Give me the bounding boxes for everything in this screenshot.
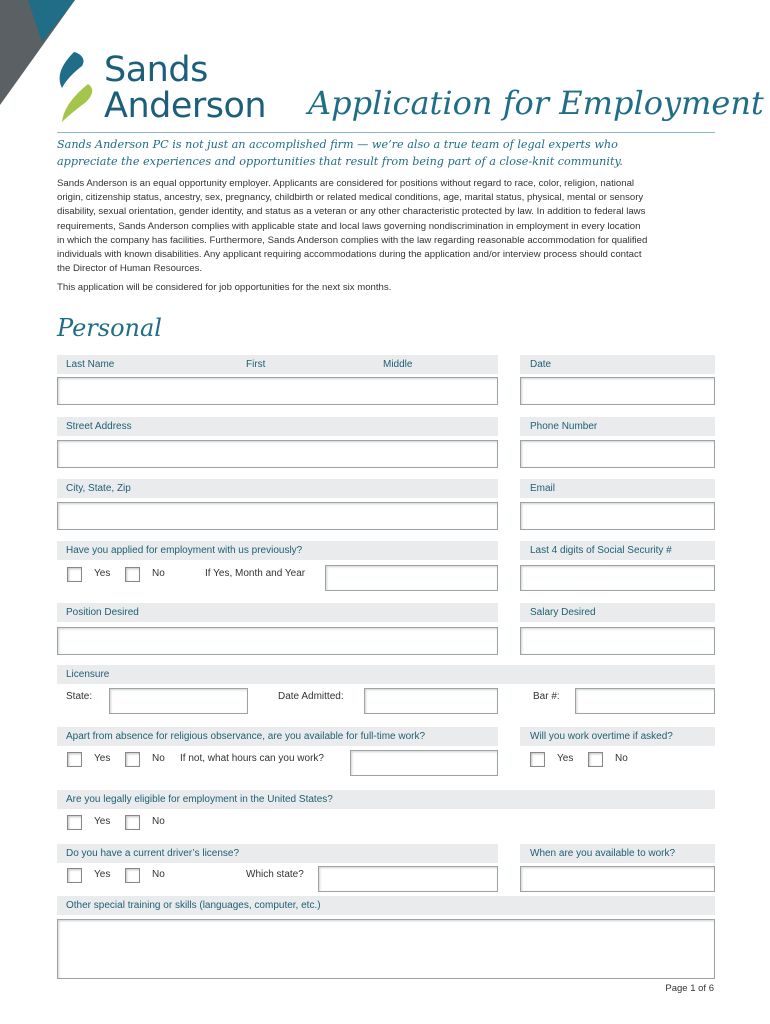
other-training-label: Other special training or skills (languages, computer, etc.) xyxy=(66,900,321,911)
full-time-no-checkbox[interactable] xyxy=(125,752,140,767)
yes-label: Yes xyxy=(94,568,111,579)
intro-paragraph xyxy=(57,177,717,276)
position-desired-label: Position Desired xyxy=(66,607,139,618)
position-desired-input[interactable] xyxy=(57,627,498,655)
name-input[interactable] xyxy=(57,377,498,405)
overtime-no-checkbox[interactable] xyxy=(588,752,603,767)
licensure-label: Licensure xyxy=(66,669,110,680)
license-state-input[interactable] xyxy=(318,866,498,892)
intro-line: origin, citizenship status, ancestry, sex, pregnancy, childbirth or related medical conditions, age, marital status, physical, mental or sensory xyxy=(57,192,644,204)
full-time-yes-checkbox[interactable] xyxy=(67,752,82,767)
phone-number-label: Phone Number xyxy=(530,421,598,432)
licensure-state-input[interactable] xyxy=(109,688,248,714)
bar-number-label: Bar #: xyxy=(533,691,560,702)
title-rule xyxy=(57,132,715,133)
date-admitted-input[interactable] xyxy=(364,688,498,714)
intro-line: the Director of Human Resources. xyxy=(57,263,203,275)
no-label: No xyxy=(152,816,165,827)
intro-line: Sands Anderson is an equal opportunity employer. Applicants are considered for positions without regard to race, color, religion, national xyxy=(57,178,635,189)
email-input[interactable] xyxy=(520,502,715,530)
ssn-last4-input[interactable] xyxy=(520,565,715,591)
applied-no-checkbox[interactable] xyxy=(125,567,140,582)
eligible-no-checkbox[interactable] xyxy=(125,815,140,830)
street-address-input[interactable] xyxy=(57,440,498,468)
last-name-label: Last Name xyxy=(66,359,115,370)
intro-line: requirements, Sands Anderson complies with applicable state and local laws governing nondiscrimination in employment in every location xyxy=(57,220,641,232)
city-state-zip-input[interactable] xyxy=(57,502,498,530)
other-training-textarea[interactable] xyxy=(57,919,715,979)
hours-input[interactable] xyxy=(350,750,498,776)
eligible-yes-checkbox[interactable] xyxy=(67,815,82,830)
no-label: No xyxy=(615,753,628,764)
middle-name-label: Middle xyxy=(383,359,413,370)
yes-label: Yes xyxy=(94,816,111,827)
no-label: No xyxy=(152,753,165,764)
page-number: Page 1 of 6 xyxy=(665,983,714,994)
tagline-line: Sands Anderson PC is not just an accomplished firm — we’re also a true team of legal experts who xyxy=(57,138,618,151)
license-yes-checkbox[interactable] xyxy=(67,868,82,883)
which-state-label: Which state? xyxy=(246,869,304,880)
email-label: Email xyxy=(530,483,556,494)
applied-previously-label: Have you applied for employment with us previously? xyxy=(66,545,303,556)
validity-note: This application will be considered for job opportunities for the next six months. xyxy=(57,282,392,293)
applied-yes-checkbox[interactable] xyxy=(67,567,82,582)
overtime-yes-checkbox[interactable] xyxy=(530,752,545,767)
logo-mark-icon xyxy=(52,50,102,126)
license-no-checkbox[interactable] xyxy=(125,868,140,883)
first-name-label: First xyxy=(246,359,266,370)
intro-line: individuals with known disabilities. Any applicant requiring accommodations during the application and/or interview process should contact xyxy=(57,249,642,261)
legally-eligible-label: Are you legally eligible for employment in the United States? xyxy=(66,794,333,805)
full-time-label: Apart from absence for religious observance, are you available for full-time work? xyxy=(66,731,426,742)
label-band xyxy=(57,665,715,684)
available-when-input[interactable] xyxy=(520,866,715,892)
intro-line: in which the company has facilities. Furthermore, Sands Anderson complies with the law regarding reasonable accommodation for qualified xyxy=(57,234,648,246)
date-admitted-label: Date Admitted: xyxy=(278,691,344,702)
page-title: Application for Employment xyxy=(308,84,764,122)
street-address-label: Street Address xyxy=(66,421,132,432)
ssn-last4-label: Last 4 digits of Social Security # xyxy=(530,545,672,556)
salary-desired-input[interactable] xyxy=(520,627,715,655)
overtime-label: Will you work overtime if asked? xyxy=(530,731,673,742)
tagline-line: appreciate the experiences and opportunities that result from being part of a close-knit community. xyxy=(57,155,623,168)
salary-desired-label: Salary Desired xyxy=(530,607,596,618)
intro-line: disability, sexual orientation, gender identity, and status as a veteran or any other characteristic protected by law. In addition to federal laws xyxy=(57,206,646,218)
month-year-input[interactable] xyxy=(325,565,498,591)
state-label: State: xyxy=(66,691,93,702)
if-yes-month-year-label: If Yes, Month and Year xyxy=(205,568,306,579)
date-label: Date xyxy=(530,359,552,370)
no-label: No xyxy=(152,568,165,579)
if-not-hours-label: If not, what hours can you work? xyxy=(180,753,324,764)
yes-label: Yes xyxy=(94,869,111,880)
drivers-license-label: Do you have a current driver’s license? xyxy=(66,848,240,859)
yes-label: Yes xyxy=(557,753,574,764)
logo-text-sands: Sands xyxy=(104,50,208,90)
label-band xyxy=(57,355,498,374)
city-state-zip-label: City, State, Zip xyxy=(66,483,131,494)
phone-number-input[interactable] xyxy=(520,440,715,468)
date-input[interactable] xyxy=(520,377,715,405)
logo-text-anderson: Anderson xyxy=(104,86,267,126)
bar-number-input[interactable] xyxy=(575,688,715,714)
tagline xyxy=(57,136,717,170)
yes-label: Yes xyxy=(94,753,111,764)
available-when-label: When are you available to work? xyxy=(530,848,676,859)
section-title-personal: Personal xyxy=(57,314,162,342)
no-label: No xyxy=(152,869,165,880)
